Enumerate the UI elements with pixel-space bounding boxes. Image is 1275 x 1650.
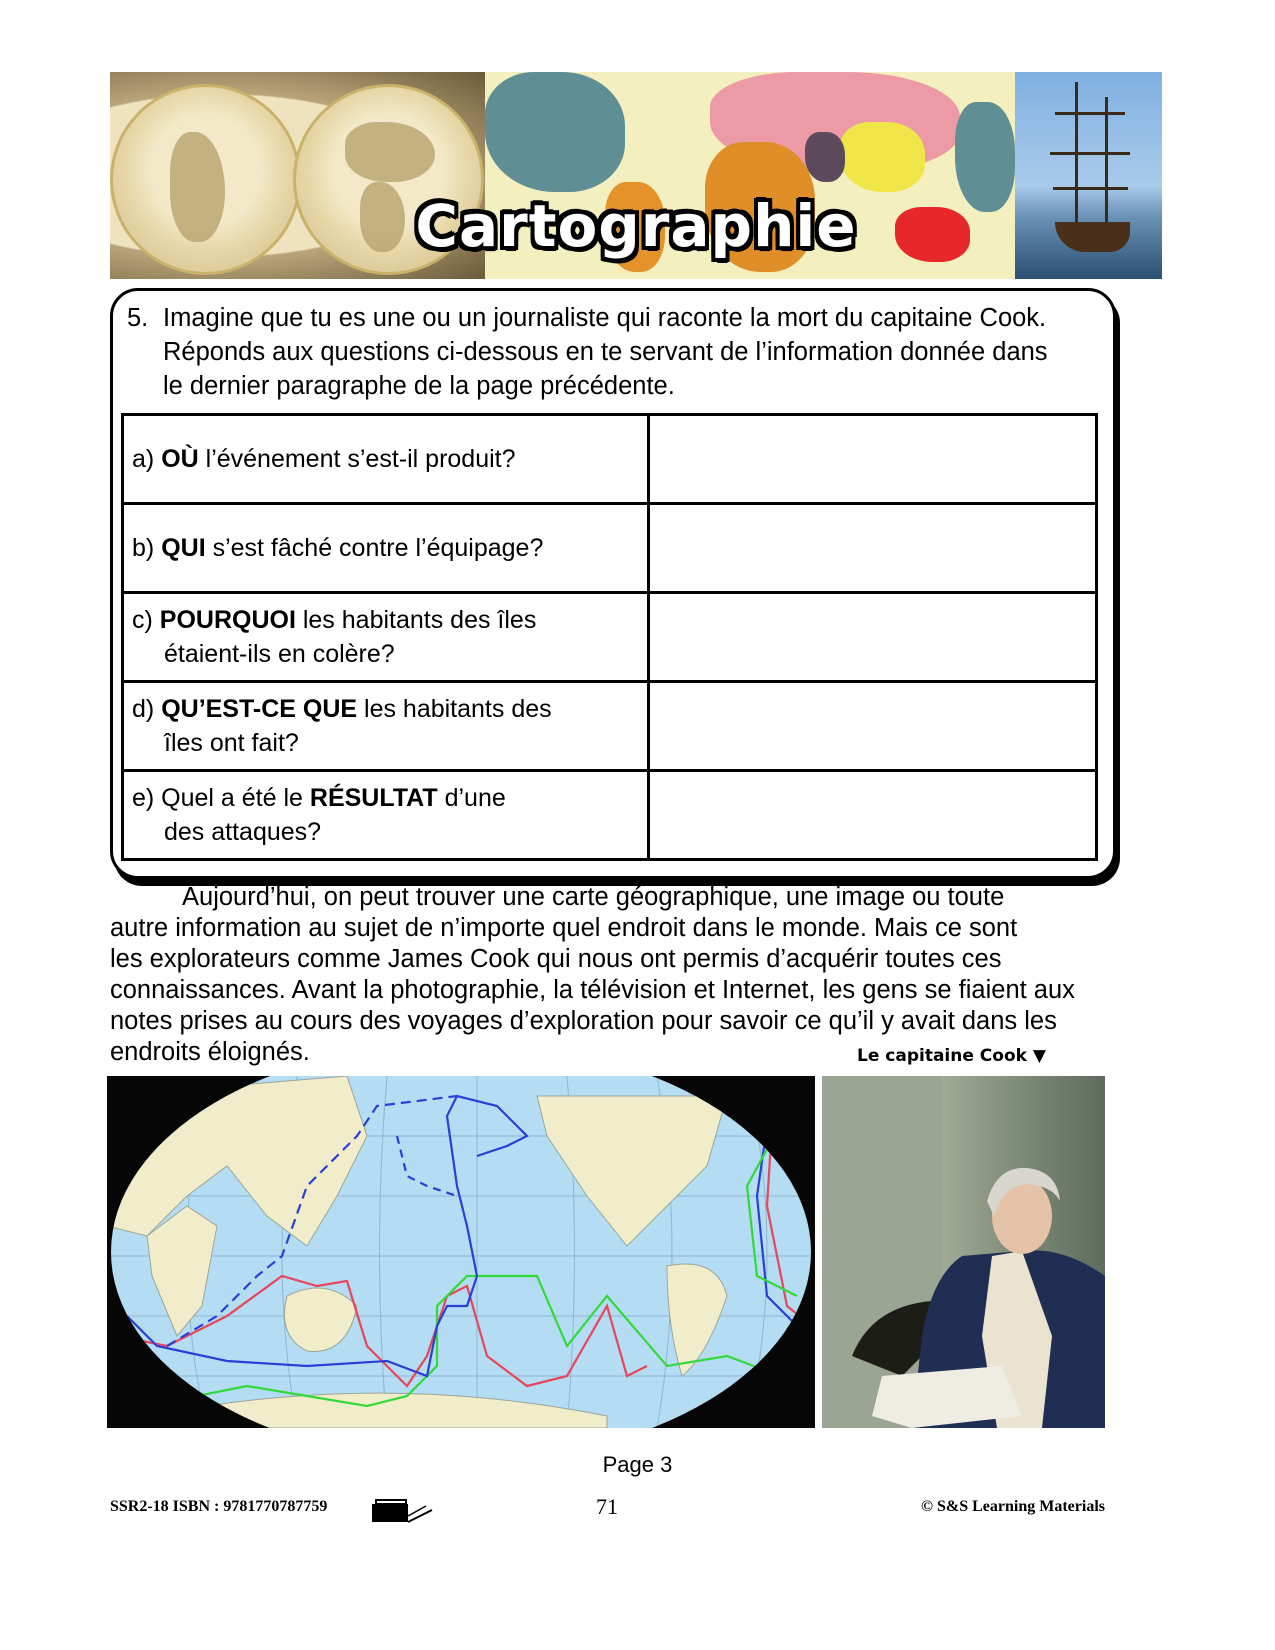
header-banner [110,72,1162,279]
answer-cell-b[interactable] [649,504,1097,593]
table-row [123,415,1097,504]
question-cell: a) OÙ l’événement s’est-il produit? [123,415,649,504]
answer-cell-d[interactable] [649,682,1097,771]
page-title: Cartographie [415,192,857,260]
footer [0,1494,1275,1524]
question-cell: d) QU’EST-CE QUE les habitants des îles ont fait? [123,682,649,771]
publisher-logo-icon [370,1496,436,1531]
voyages-map [107,1076,815,1428]
page-number: 71 [596,1494,618,1519]
page-label: Page 3 [602,1452,673,1477]
question-table [121,413,1098,861]
portrait-caption: Le capitaine Cook ▼ [857,1046,1046,1066]
isbn: SSR2-18 ISBN : 9781770787759 [110,1498,328,1515]
table-row [123,504,1097,593]
copyright: © S&S Learning Materials [921,1498,1105,1515]
question-prompt: 5. Imagine que tu es une ou un journaliste qui raconte la mort du capitaine Cook. Réponds aux questions ci-dessous en te servant de l’information donnée dans le dernier paragraphe de la page précédente. [127,301,1097,403]
answer-cell-c[interactable] [649,593,1097,682]
question-number: 5. [127,304,149,332]
question-cell: b) QUI s’est fâché contre l’équipage? [123,504,649,593]
table-row [123,682,1097,771]
answer-cell-a[interactable] [649,415,1097,504]
table-row [123,771,1097,860]
answer-cell-e[interactable] [649,771,1097,860]
question-cell: c) POURQUOI les habitants des îles étaient-ils en colère? [123,593,649,682]
question-box [110,288,1116,879]
table-row [123,593,1097,682]
body-paragraph: Aujourd’hui, on peut trouver une carte géographique, une image ou toute autre information au sujet de n’importe quel endroit dans le monde. Mais ce sont les explorateurs comme James Cook qui nous ont permis d’acquérir toutes ces connaissances. Avant la photographie, la télévision et Internet, les gens se fiaient aux notes prises au cours des voyages d’exploration pour savoir ce qu’il y avait dans les endroits éloignés. [110,883,1075,1066]
captain-cook-portrait [822,1076,1105,1428]
question-cell: e) Quel a été le RÉSULTAT d’une des attaques? [123,771,649,860]
